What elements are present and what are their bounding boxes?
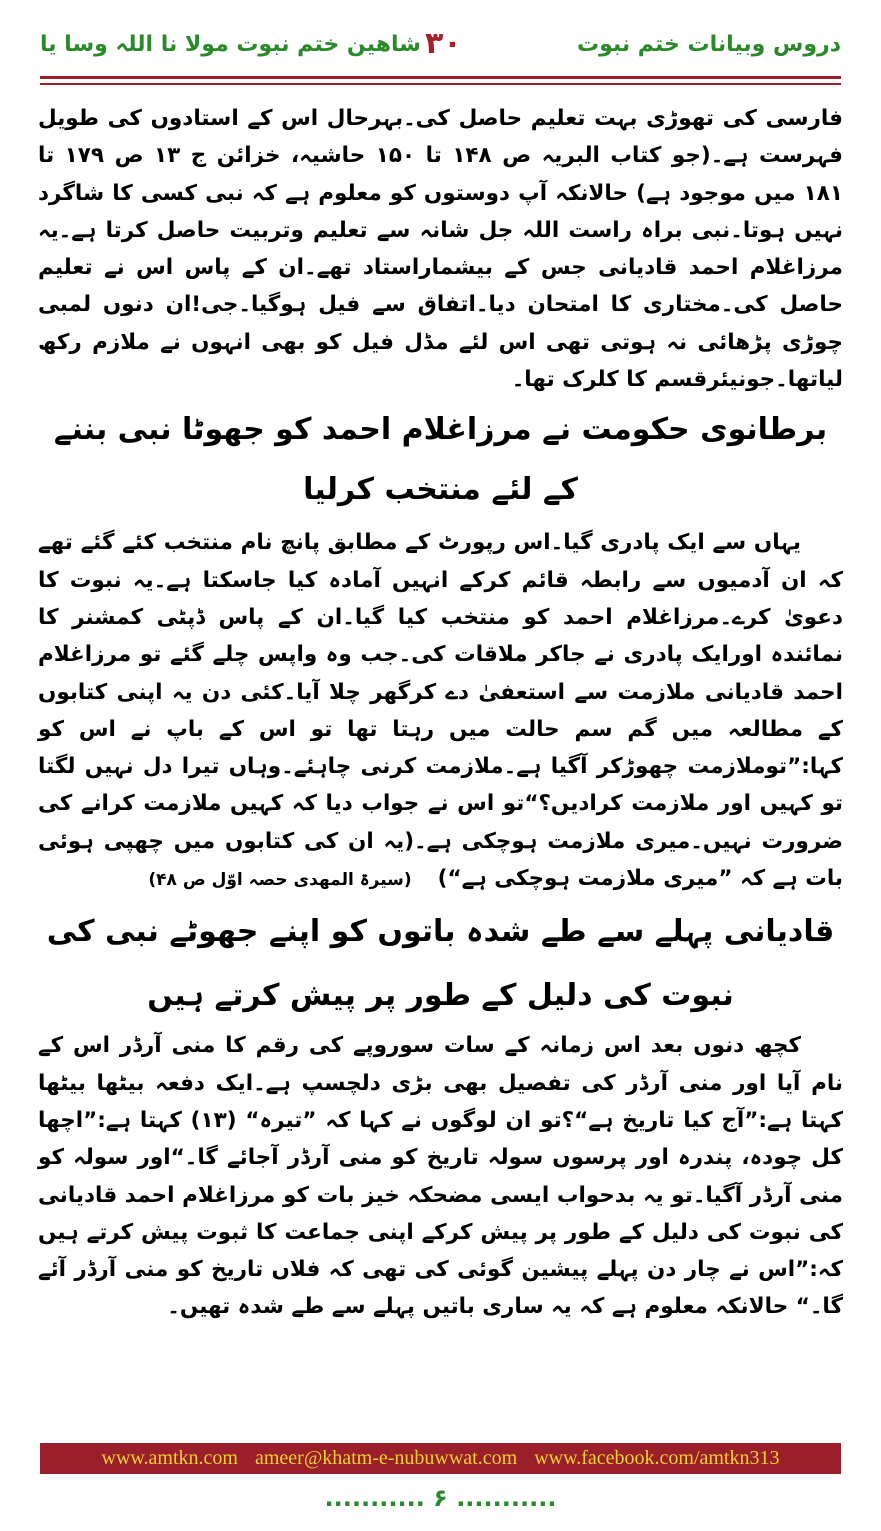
header-author: شاھین ختم نبوت مولا نا اللہ وسا یا (40, 32, 421, 57)
section-heading-prearranged-line1: قادیانی پہلے سے طے شدہ باتوں کو اپنے جھوٹے نبی کی (46, 914, 835, 950)
section-heading-british-selection: برطانوی حکومت نے مرزاغلام احمد کو جھوٹا نبی بننے کے لئے منتخب کرلیا (53, 412, 828, 508)
article-body (38, 100, 843, 1420)
book-page-number (0, 1484, 881, 1512)
header-divider-thick (40, 76, 841, 79)
header-divider-thin (40, 83, 841, 85)
footer-website-link[interactable]: www.amtkn.com (101, 1447, 238, 1469)
paragraph-priest-report (38, 524, 843, 899)
footer-email-link[interactable]: ameer@khatm-e-nubuwwat.com (254, 1447, 518, 1469)
paragraph-priest-report-text: یہاں سے ایک پادری گیا۔اس رپورٹ کے مطابق پانچ نام منتخب کئے گئے تھے کہ ان آدمیوں سے رابطہ قائم کرکے انہیں آمادہ کیا جاسکتا ہے۔یہ نبوت کا دعویٰ کرے۔مرزاغلام احمد کو منتخب کیا گیا۔ان کے پاس ڈپٹی کمشنر کا نمائندہ اورایک پادری نے جاکر ملاقات کی۔جب وہ واپس چلے گئے تو مرزاغلام احمد قادیانی ملازمت سے استعفیٰ دے کرگھر چلا آیا۔کئی دن یہ اپنی کتابوں کے مطالعہ میں گم سم حالت میں رہتا تھا تو اس کے باپ نے اس کو کہا:”توملازمت چھوڑکر آگیا ہے۔ملازمت کرنی چاہئے۔وہاں تیرا دل نہیں لگتا تو کہیں اور ملازمت کرادیں؟“تو اس نے جواب دیا کہ کہیں ملازمت کرانے کی ضرورت نہیں۔میری ملازمت ہوچکی ہے۔(یہ ان کی کتابوں میں چھپی ہوئی بات ہے کہ ”میری ملازمت ہوچکی ہے“) (38, 530, 843, 892)
page-number-value: ۶ (433, 1484, 448, 1512)
header-page-number: ۳۰ (425, 26, 462, 61)
paragraph-money-order (38, 1027, 843, 1325)
page-dots-right: ........... (456, 1484, 557, 1512)
citation-seerat-ul-mahdi: (سیرۃ المھدی حصہ اوّل ص ۴۸) (148, 870, 412, 891)
footer-facebook-link[interactable]: www.facebook.com/amtkn313 (534, 1447, 780, 1469)
paragraph-teachers: فارسی کی تھوڑی بہت تعلیم حاصل کی۔بہرحال اس کے استادوں کی طویل فہرست ہے۔(جو کتاب البریہ ص ۱۴۸ تا ۱۵۰ حاشیہ، خزائن ج ۱۳ ص ۱۷۹ تا ۱۸۱ میں موجود ہے) حالانکہ آپ دوستوں کو معلوم ہے کہ نبی کسی کا شاگرد نہیں ہوتا۔نبی براہ راست اللہ جل شانہ سے تعلیم وتربیت حاصل کرتا ہے۔یہ مرزاغلام احمد قادیانی جس کے بیشماراستاد تھے۔ان کے پاس اس نے تعلیم حاصل کی۔مختاری کا امتحان دیا۔اتفاق سے فیل ہوگیا۔جی!ان دنوں لمبی چوڑی پڑھائی نہ ہوتی تھی اس لئے مڈل فیل کو بھی انہوں نے ملازم رکھ لیاتھا۔جونیئرقسم کا کلرک تھا۔ (38, 106, 843, 393)
page-dots-left: ........... (324, 1484, 425, 1512)
footer-links-bar (40, 1443, 841, 1474)
header-book-title: دروس وبیانات ختم نبوت (577, 32, 841, 57)
page-header (40, 22, 841, 70)
section-heading-prearranged-line2: نبوت کی دلیل کے طور پر پیش کرتے ہیں (147, 978, 734, 1014)
paragraph-money-order-text: کچھ دنوں بعد اس زمانہ کے سات سوروپے کی رقم کا منی آرڈر اس کے نام آیا اور منی آرڈر کی تفصیل بھی بڑی دلچسپ ہے۔ایک دفعہ بیٹھا بیٹھا کہتا ہے:”آج کیا تاریخ ہے“؟تو ان لوگوں نے کہا کہ ”تیرہ“ (۱۳) کہتا ہے:”اچھا کل چودہ، پندرہ اور پرسوں سولہ تاریخ کو منی آرڈر آجائے گا۔“اور سولہ کو منی آرڈر آگیا۔تو یہ بدحواب ایسی مضحکہ خیز بات کو مرزاغلام احمد قادیانی کی نبوت کی دلیل کے طور پر پیش کرکے اپنی جماعت کا ثبوت پیش کرتے ہیں کہ:”اس نے چار دن پہلے پیشین گوئی کی تھی کہ فلاں تاریخ کو منی آرڈر آئے گا۔“ حالانکہ معلوم ہے کہ یہ ساری باتیں پہلے سے طے شدہ تھیں۔ (38, 1033, 843, 1320)
